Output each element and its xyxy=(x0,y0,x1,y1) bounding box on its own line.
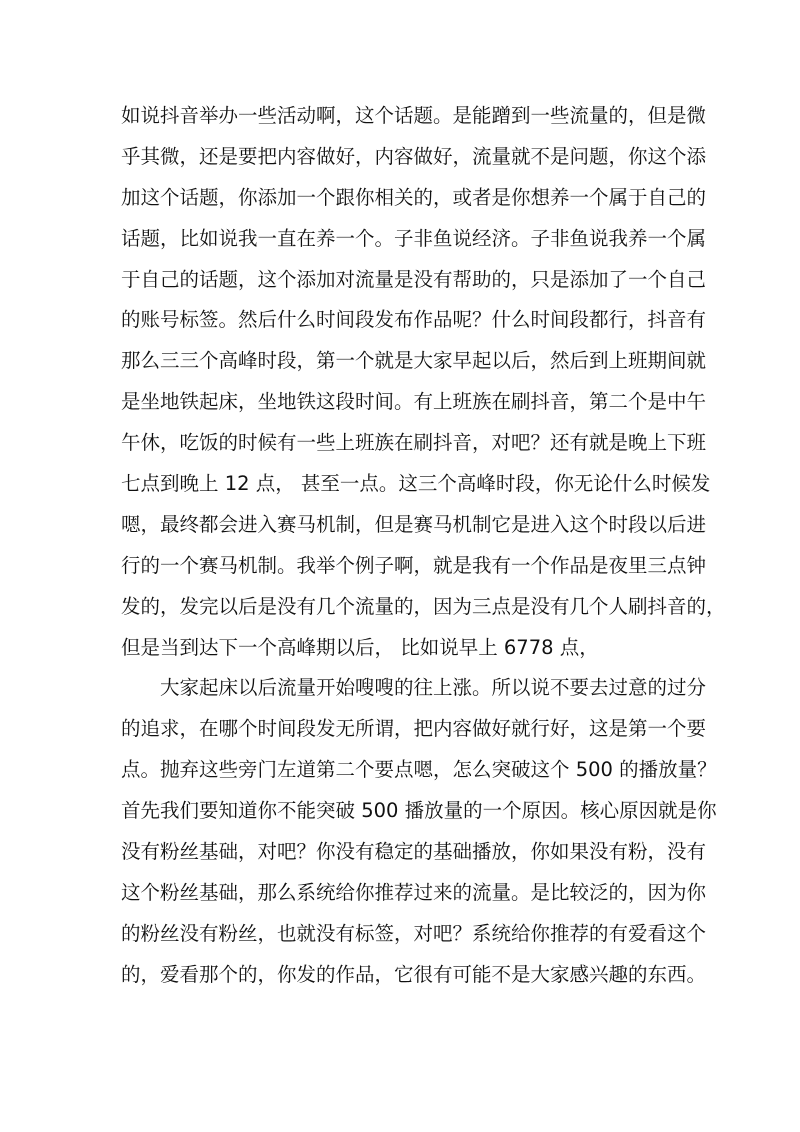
text-line: 的账号标签。然后什么时间段发布作品呢？什么时间段都行，抖音有 xyxy=(121,308,707,332)
text-line: 但是当到达下一个高峰期以后， 比如说早上 6778 点， xyxy=(121,635,599,659)
text-line: 大家起床以后流量开始嗖嗖的往上涨。所以说不要去过意的过分 xyxy=(160,676,707,700)
text-line: 点。抛弃这些旁门左道第二个要点嗯，怎么突破这个 500 的播放量？ xyxy=(121,758,717,782)
text-line: 的粉丝没有粉丝，也就没有标签，对吧？系统给你推荐的有爱看这个 xyxy=(121,921,707,945)
text-line: 乎其微，还是要把内容做好，内容做好，流量就不是问题，你这个添 xyxy=(121,144,707,168)
text-line: 行的一个赛马机制。我举个例子啊，就是我有一个作品是夜里三点钟 xyxy=(121,553,707,577)
text-line: 的，爱看那个的，你发的作品，它很有可能不是大家感兴趣的东西。 xyxy=(121,962,707,986)
text-line: 没有粉丝基础，对吧？你没有稳定的基础播放，你如果没有粉，没有 xyxy=(121,840,707,864)
paragraph-2 xyxy=(121,668,717,995)
document-body xyxy=(121,96,726,996)
text-line: 的追求，在哪个时间段发无所谓，把内容做好就行好，这是第一个要 xyxy=(121,717,707,741)
text-line: 如说抖音举办一些活动啊，这个话题。是能蹭到一些流量的，但是微 xyxy=(121,104,707,127)
text-line: 首先我们要知道你不能突破 500 播放量的一个原因。核心原因就是你 xyxy=(121,799,717,823)
text-line: 于自己的话题，这个添加对流量是没有帮助的，只是添加了一个自己 xyxy=(121,267,707,291)
text-line: 这个粉丝基础，那么系统给你推荐过来的流量。是比较泛的，因为你 xyxy=(121,880,707,904)
text-line: 午休，吃饭的时候有一些上班族在刷抖音，对吧？还有就是晚上下班 xyxy=(121,431,707,455)
text-line: 是坐地铁起床，坐地铁这段时间。有上班族在刷抖音，第二个是中午 xyxy=(121,390,707,414)
text-line: 加这个话题，你添加一个跟你相关的，或者是你想养一个属于自己的 xyxy=(121,185,707,209)
text-line: 七点到晚上 12 点， 甚至一点。这三个高峰时段，你无论什么时候发 xyxy=(121,472,711,496)
paragraph-1 xyxy=(121,96,726,668)
text-line: 那么三三个高峰时段，第一个就是大家早起以后，然后到上班期间就 xyxy=(121,349,707,373)
text-line: 话题，比如说我一直在养一个。子非鱼说经济。子非鱼说我养一个属 xyxy=(121,226,707,250)
text-line: 发的，发完以后是没有几个流量的，因为三点是没有几个人刷抖音的， xyxy=(121,594,726,618)
text-line: 嗯，最终都会进入赛马机制，但是赛马机制它是进入这个时段以后进 xyxy=(121,512,707,536)
